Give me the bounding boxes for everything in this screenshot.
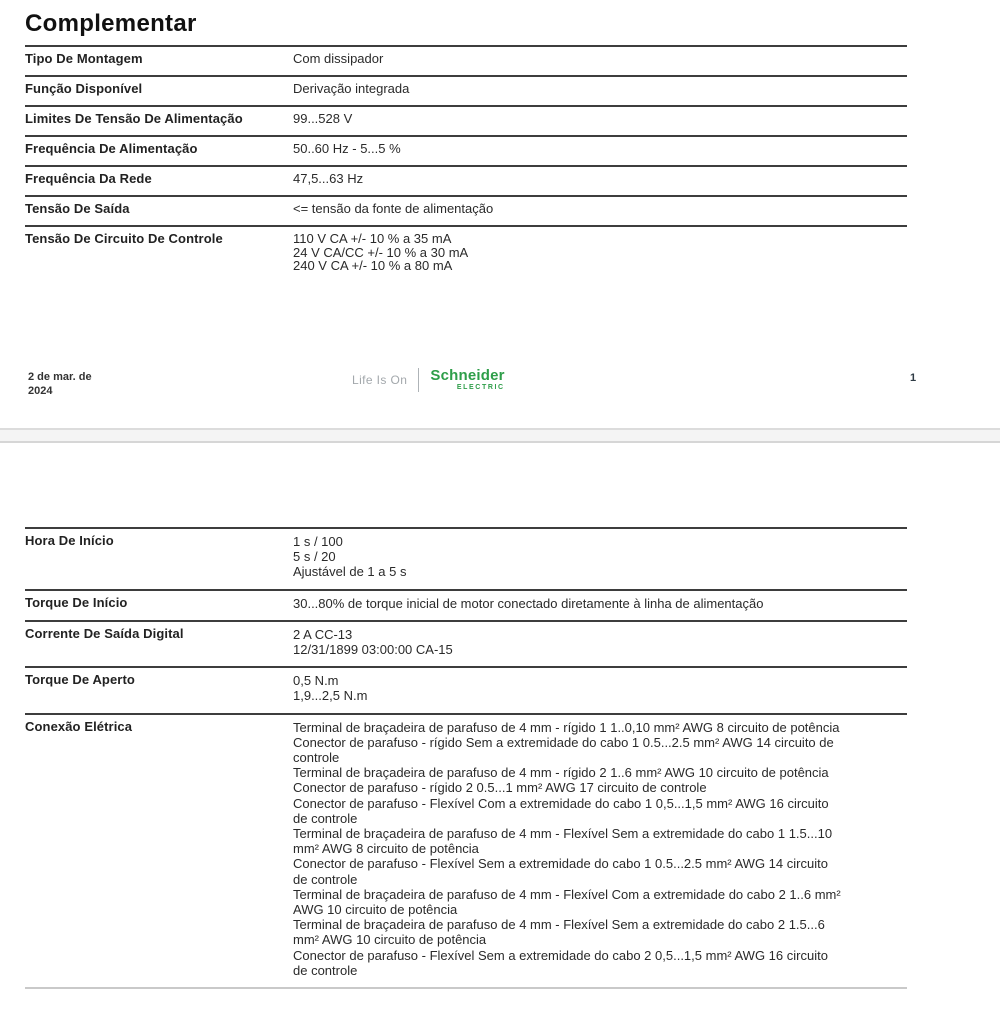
value-line: 99...528 V — [293, 111, 353, 126]
value-line: Conector de parafuso - rígido 2 0.5...1 mm² AWG 17 circuito de controle — [293, 780, 707, 796]
row-value — [293, 82, 907, 96]
value-line: 5 s / 20 — [293, 549, 336, 565]
row-value — [293, 232, 907, 273]
value-line: 110 V CA +/- 10 % a 35 mA — [293, 231, 452, 246]
value-line: 2 A CC-13 — [293, 626, 353, 642]
value-line: Derivação integrada — [293, 81, 410, 96]
row-label: Tipo De Montagem — [25, 51, 143, 66]
table-row — [25, 666, 907, 712]
table-row — [25, 527, 907, 589]
row-value — [293, 202, 907, 216]
page-separator — [0, 428, 1000, 443]
value-line: 12/31/1899 03:00:00 CA-15 — [293, 642, 453, 658]
row-value — [293, 52, 907, 66]
row-value — [293, 673, 841, 703]
value-line: Com dissipador — [293, 51, 384, 66]
row-value — [293, 627, 841, 657]
row-value — [293, 534, 841, 580]
row-value — [293, 112, 907, 126]
value-line: Conector de parafuso - Flexível Com a extremidade do cabo 1 0,5...1,5 mm² AWG 16 circuito de controle — [293, 795, 829, 826]
schneider-logo — [352, 368, 505, 392]
page-number: 1 — [910, 372, 917, 384]
value-line: Terminal de braçadeira de parafuso de 4 mm - rígido 1 1..0,10 mm² AWG 8 circuito de potência — [293, 719, 840, 735]
row-label: Frequência De Alimentação — [25, 141, 198, 156]
value-line: Terminal de braçadeira de parafuso de 4 mm - Flexível Sem a extremidade do cabo 1 1.5...10 mm² AWG 8 circuito de potência — [293, 826, 833, 857]
page-title: Complementar — [25, 10, 197, 37]
table-row — [25, 225, 907, 282]
value-line: <= tensão da fonte de alimentação — [293, 201, 494, 216]
brand-sub: ELECTRIC — [456, 384, 505, 391]
row-label: Hora De Início — [25, 533, 114, 548]
page-1 — [0, 10, 1000, 428]
footer-date-line1: 2 de mar. de — [28, 371, 92, 383]
row-label: Corrente De Saída Digital — [25, 625, 184, 641]
footer-date — [28, 370, 118, 398]
value-line: Conector de parafuso - rígido Sem a extremidade do cabo 1 0.5...2.5 mm² AWG 14 circuito de controle — [293, 734, 834, 766]
value-line: 30...80% de torque inicial de motor conectado diretamente à linha de alimentação — [293, 595, 764, 611]
value-line: 47,5...63 Hz — [293, 171, 364, 186]
life-is-on-text: Life Is On — [352, 373, 408, 387]
table-row — [25, 589, 907, 620]
value-line: Conector de parafuso - Flexível Sem a extremidade do cabo 2 0,5...1,5 mm² AWG 16 circuito de controle — [293, 947, 828, 978]
spec-table-page2 — [25, 527, 907, 989]
value-line: Terminal de braçadeira de parafuso de 4 mm - Flexível Sem a extremidade do cabo 2 1.5...6 mm² AWG 10 circuito de potência — [293, 917, 825, 948]
row-label: Frequência Da Rede — [25, 171, 152, 186]
table-row — [25, 135, 907, 165]
value-line: 1 s / 100 — [293, 534, 343, 549]
footer-date-line2: 2024 — [28, 385, 53, 397]
row-label: Conexão Elétrica — [25, 718, 133, 734]
row-value — [293, 596, 841, 611]
logo-divider — [418, 368, 419, 392]
table-row — [25, 45, 907, 75]
value-line: 0,5 N.m — [293, 673, 339, 689]
row-label: Função Disponível — [25, 81, 143, 96]
table-row — [25, 165, 907, 195]
row-value — [293, 142, 907, 156]
row-label: Torque De Aperto — [25, 672, 135, 688]
value-line: 240 V CA +/- 10 % a 80 mA — [293, 258, 453, 273]
row-value — [293, 172, 907, 186]
value-line: Terminal de braçadeira de parafuso de 4 mm - rígido 2 1..6 mm² AWG 10 circuito de potência — [293, 765, 829, 781]
brand-name: Schneider — [430, 367, 505, 384]
row-label: Limites De Tensão De Alimentação — [25, 111, 243, 126]
page-footer — [0, 366, 1000, 406]
row-value — [293, 720, 841, 978]
row-label: Tensão De Circuito De Controle — [25, 231, 223, 246]
row-label: Torque De Início — [25, 594, 128, 610]
value-line: 50..60 Hz - 5...5 % — [293, 141, 401, 156]
spec-table-page1 — [25, 45, 907, 282]
table-row — [25, 75, 907, 105]
value-line: Ajustável de 1 a 5 s — [293, 564, 407, 580]
row-label: Tensão De Saída — [25, 201, 130, 216]
value-line: Conector de parafuso - Flexível Sem a extremidade do cabo 1 0.5...2.5 mm² AWG 14 circuito de controle — [293, 856, 828, 887]
page-2 — [0, 443, 1000, 1010]
value-line: Terminal de braçadeira de parafuso de 4 mm - Flexível Com a extremidade do cabo 2 1..6 mm² AWG 10 circuito de potência — [293, 886, 841, 918]
value-line: 24 V CA/CC +/- 10 % a 30 mA — [293, 244, 469, 260]
table-row — [25, 105, 907, 135]
brand-block — [430, 369, 504, 391]
table-row — [25, 195, 907, 225]
table-row — [25, 713, 907, 987]
value-line: 1,9...2,5 N.m — [293, 688, 368, 704]
table-row — [25, 620, 907, 666]
